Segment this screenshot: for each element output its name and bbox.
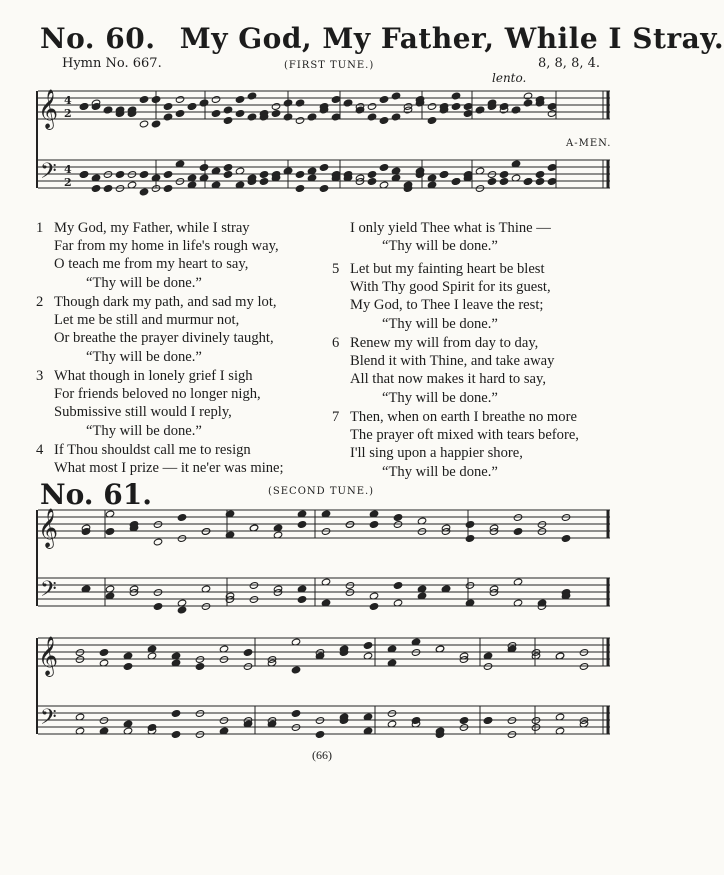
meter: 8, 8, 8, 4. — [538, 56, 601, 71]
note-head — [151, 185, 160, 193]
verse-line: With Thy good Spirit for its guest, — [350, 279, 551, 296]
treble-clef-icon: 𝄞 — [38, 508, 59, 548]
note-head — [153, 589, 162, 597]
note-head — [411, 717, 420, 725]
note-head — [75, 656, 84, 664]
note-head — [391, 113, 400, 121]
note-head — [291, 724, 300, 732]
note-head — [79, 103, 88, 111]
verse-4-continued — [332, 219, 551, 255]
note-head — [219, 717, 228, 725]
hymn-60-title: My God, My Father, While I Stray. — [179, 22, 724, 55]
note-head — [345, 521, 354, 529]
note-head — [547, 164, 556, 172]
time-signature: 2 — [64, 176, 72, 189]
verse-line: Submissive still would I reply, — [54, 404, 232, 421]
note-head — [459, 724, 468, 732]
note-head — [451, 178, 460, 186]
note-head — [219, 656, 228, 664]
treble-clef-icon: 𝄞 — [38, 89, 59, 129]
note-head — [123, 663, 132, 671]
note-head — [507, 731, 516, 739]
note-head — [547, 103, 556, 111]
note-head — [139, 188, 148, 196]
note-head — [103, 185, 112, 193]
note-head — [315, 731, 324, 739]
time-signature: 4 — [64, 163, 72, 176]
note-head — [153, 538, 162, 546]
note-head — [451, 103, 460, 111]
note-head — [499, 171, 508, 179]
note-head — [535, 178, 544, 186]
verse-refrain: “Thy will be done.” — [382, 463, 498, 480]
note-head — [259, 178, 268, 186]
verse-number: 6 — [332, 335, 340, 351]
note-head — [115, 171, 124, 179]
note-head — [465, 535, 474, 543]
tune-note-second: (SECOND TUNE.) — [268, 486, 375, 497]
note-head — [531, 717, 540, 725]
note-head — [99, 649, 108, 657]
note-head — [465, 582, 474, 590]
note-head — [379, 164, 388, 172]
bass-clef-icon: 𝄢 — [40, 159, 57, 189]
hymn-reference: Hymn No. 667. — [62, 56, 162, 71]
note-head — [315, 717, 324, 725]
note-head — [379, 96, 388, 104]
verse-number: 1 — [36, 220, 44, 236]
note-head — [175, 178, 184, 186]
verse-line: The prayer oft mixed with tears before, — [350, 427, 579, 444]
note-head — [531, 724, 540, 732]
note-head — [295, 99, 304, 107]
note-head — [283, 113, 292, 121]
note-head — [489, 528, 498, 536]
verse-line: Blend it with Thine, and take away — [350, 353, 555, 370]
note-head — [475, 185, 484, 193]
note-head — [367, 178, 376, 186]
note-head — [249, 596, 258, 604]
verse-1 — [36, 219, 279, 292]
verse-4 — [36, 441, 284, 477]
verse-refrain: “Thy will be done.” — [86, 422, 202, 439]
note-head — [487, 178, 496, 186]
note-head — [195, 663, 204, 671]
note-head — [511, 106, 520, 114]
note-head — [345, 589, 354, 597]
time-signature: 4 — [64, 94, 72, 107]
verse-number: 4 — [36, 442, 44, 458]
note-head — [201, 528, 210, 536]
note-head — [465, 521, 474, 529]
note-head — [369, 521, 378, 529]
verse-line: If Thou shouldst call me to resign — [54, 442, 251, 458]
note-head — [103, 106, 112, 114]
note-head — [579, 649, 588, 657]
note-head — [75, 649, 84, 657]
note-head — [319, 164, 328, 172]
note-head — [297, 521, 306, 529]
note-head — [535, 171, 544, 179]
amen-label: A-MEN. — [566, 138, 612, 149]
note-head — [139, 96, 148, 104]
note-head — [499, 178, 508, 186]
note-head — [451, 92, 460, 100]
note-head — [271, 110, 280, 118]
verse-line: Then, when on earth I breathe no more — [350, 409, 577, 425]
note-head — [393, 521, 402, 529]
verse-refrain: “Thy will be done.” — [86, 274, 202, 291]
verse-refrain: “Thy will be done.” — [382, 238, 498, 255]
note-head — [177, 514, 186, 522]
verse-line: My God, my Father, while I stray — [54, 220, 250, 236]
note-head — [195, 731, 204, 739]
note-head — [163, 185, 172, 193]
note-head — [513, 528, 522, 536]
verse-refrain: “Thy will be done.” — [382, 389, 498, 406]
note-head — [319, 185, 328, 193]
note-head — [139, 120, 148, 128]
note-head — [363, 642, 372, 650]
note-head — [247, 92, 256, 100]
note-head — [483, 717, 492, 725]
note-head — [307, 113, 316, 121]
note-head — [223, 164, 232, 172]
note-head — [91, 185, 100, 193]
verse-line: What though in lonely grief I sigh — [54, 368, 253, 384]
verse-number: 3 — [36, 368, 44, 384]
note-head — [195, 656, 204, 664]
note-head — [411, 649, 420, 657]
note-head — [331, 113, 340, 121]
note-head — [163, 103, 172, 111]
note-head — [463, 110, 472, 118]
note-head — [259, 171, 268, 179]
note-head — [127, 171, 136, 179]
verse-3 — [36, 367, 261, 440]
note-head — [243, 663, 252, 671]
verse-number: 2 — [36, 294, 44, 310]
note-head — [151, 96, 160, 104]
note-head — [223, 106, 232, 114]
verse-refrain: “Thy will be done.” — [382, 315, 498, 332]
tune-note: (FIRST TUNE.) — [284, 60, 375, 71]
note-head — [507, 717, 516, 725]
note-head — [177, 535, 186, 543]
note-head — [439, 171, 448, 179]
note-head — [223, 171, 232, 179]
note-head — [561, 514, 570, 522]
verse-6 — [332, 334, 554, 407]
note-head — [295, 185, 304, 193]
verse-line: Or breathe the prayer divinely taught, — [54, 330, 274, 347]
note-head — [163, 171, 172, 179]
verse-line: I only yield Thee what is Thine — — [350, 220, 551, 236]
verse-7 — [332, 408, 579, 481]
note-head — [103, 171, 112, 179]
page-number: (66) — [312, 748, 332, 762]
verse-line: Though dark my path, and sad my lot, — [54, 294, 277, 310]
note-head — [393, 514, 402, 522]
note-head — [427, 103, 436, 111]
note-head — [201, 603, 210, 611]
note-head — [391, 92, 400, 100]
note-head — [235, 96, 244, 104]
note-head — [211, 110, 220, 118]
note-head — [387, 710, 396, 718]
note-head — [459, 717, 468, 725]
time-signature: 2 — [64, 107, 72, 120]
note-head — [105, 528, 114, 536]
verse-line: I'll sing upon a happier shore, — [350, 445, 523, 462]
note-head — [417, 528, 426, 536]
note-head — [153, 603, 162, 611]
note-head — [171, 710, 180, 718]
note-head — [531, 649, 540, 657]
note-head — [247, 113, 256, 121]
verse-line: O teach me from my heart to say, — [54, 256, 249, 273]
note-head — [151, 120, 160, 128]
note-head — [295, 117, 304, 125]
verse-line: Let but my fainting heart be blest — [350, 261, 545, 277]
note-head — [175, 96, 184, 104]
note-head — [579, 663, 588, 671]
note-head — [297, 596, 306, 604]
note-head — [249, 582, 258, 590]
verse-refrain: “Thy will be done.” — [86, 348, 202, 365]
hymn-60-number: No. 60. — [40, 22, 156, 55]
note-head — [579, 717, 588, 725]
note-head — [243, 649, 252, 657]
note-head — [331, 96, 340, 104]
note-head — [483, 663, 492, 671]
note-head — [139, 171, 148, 179]
note-head — [487, 171, 496, 179]
note-head — [427, 117, 436, 125]
note-head — [153, 521, 162, 529]
note-head — [211, 96, 220, 104]
note-head — [513, 514, 522, 522]
note-head — [393, 582, 402, 590]
verse-line: What most I prize — it ne'er was mine; — [54, 460, 284, 477]
verse-5 — [332, 260, 551, 333]
verse-number: 7 — [332, 409, 340, 425]
note-head — [367, 171, 376, 179]
note-head — [195, 710, 204, 718]
verse-line: All that now makes it hard to say, — [350, 371, 547, 388]
note-head — [283, 99, 292, 107]
note-head — [291, 710, 300, 718]
verse-line: Far from my home in life's rough way, — [54, 238, 279, 255]
note-head — [175, 110, 184, 118]
note-head — [271, 103, 280, 111]
note-head — [321, 528, 330, 536]
verse-line: My God, to Thee I leave the rest; — [350, 297, 544, 314]
note-head — [547, 110, 556, 118]
note-head — [523, 178, 532, 186]
verse-line: For friends beloved no longer nigh, — [54, 386, 261, 403]
note-head — [163, 113, 172, 121]
verse-line: Renew my will from day to day, — [350, 335, 539, 351]
treble-clef-icon: 𝄞 — [38, 636, 59, 676]
note-head — [235, 110, 244, 118]
note-head — [295, 171, 304, 179]
note-head — [547, 178, 556, 186]
verse-2 — [36, 293, 277, 366]
verse-number: 5 — [332, 261, 340, 277]
note-head — [115, 185, 124, 193]
note-head — [345, 582, 354, 590]
note-head — [475, 106, 484, 114]
note-head — [187, 103, 196, 111]
note-head — [199, 164, 208, 172]
note-head — [489, 589, 498, 597]
note-head — [291, 666, 300, 674]
note-head — [171, 731, 180, 739]
note-head — [81, 528, 90, 536]
note-head — [367, 103, 376, 111]
note-head — [223, 117, 232, 125]
tempo-marking: lento. — [492, 71, 527, 85]
note-head — [561, 535, 570, 543]
note-head — [537, 528, 546, 536]
note-head — [99, 717, 108, 725]
note-head — [369, 603, 378, 611]
note-head — [273, 589, 282, 597]
note-head — [537, 521, 546, 529]
note-head — [523, 92, 532, 100]
note-head — [177, 606, 186, 614]
note-head — [403, 103, 412, 111]
note-head — [367, 113, 376, 121]
note-head — [343, 99, 352, 107]
bass-clef-icon: 𝄢 — [40, 577, 57, 607]
hymn-61-number: No. 61. — [40, 478, 152, 511]
note-head — [523, 99, 532, 107]
note-head — [463, 103, 472, 111]
verse-line: Let me be still and murmur not, — [54, 312, 240, 329]
note-head — [379, 117, 388, 125]
bass-clef-icon: 𝄢 — [40, 705, 57, 735]
